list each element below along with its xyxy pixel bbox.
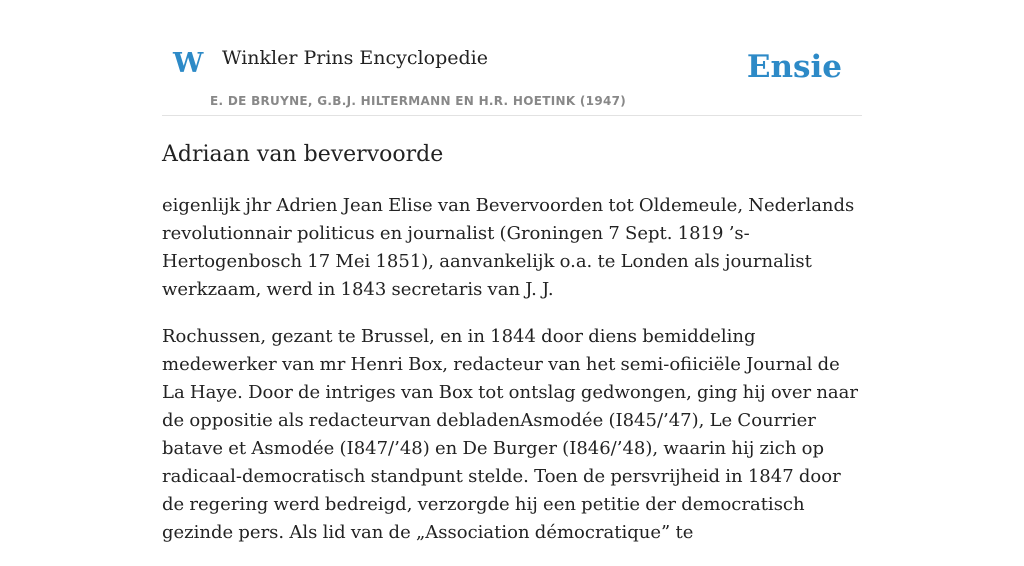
article-paragraph: eigenlijk jhr Adrien Jean Elise van Bevervoorden tot Oldemeule, Nederlands revolutionnair politicus en journalist (Groningen 7 Sept. 1819 ’s-Hertogenbosch 17 Mei 1851), aanvankelijk o.a. te Londen als journalist werkzaam, werd in 1843 secretaris van J. J.	[162, 195, 855, 300]
source-logo[interactable]: W	[173, 48, 204, 79]
article-body	[162, 192, 862, 566]
source-authors: E. DE BRUYNE, G.B.J. HILTERMANN EN H.R. HOETINK (1947)	[210, 94, 627, 108]
source-title[interactable]: Winkler Prins Encyclopedie	[222, 47, 488, 69]
source-header	[162, 0, 862, 116]
brand-logo[interactable]: Ensie	[746, 49, 842, 85]
article-paragraph: Rochussen, gezant te Brussel, en in 1844 door diens bemiddeling medewerker van mr Henri Box, redacteur van het semi-ofiiciële Journal de La Haye. Door de intriges van Box tot ontslag gedwongen, ging hij over naar de oppositie als redacteurvan debladenAsmodée (I845/’47), Le Courrier batave et Asmodée (I847/’48) en De Burger (I846/’48), waarin hij zich op radicaal-democratisch standpunt stelde. Toen de persvrijheid in 1847 door de regering werd bedreigd, verzorgde hij een petitie der democratisch gezinde pers. Als lid van de „Association démocratique” te	[162, 326, 858, 543]
article-title: Adriaan van bevervoorde	[162, 142, 444, 167]
